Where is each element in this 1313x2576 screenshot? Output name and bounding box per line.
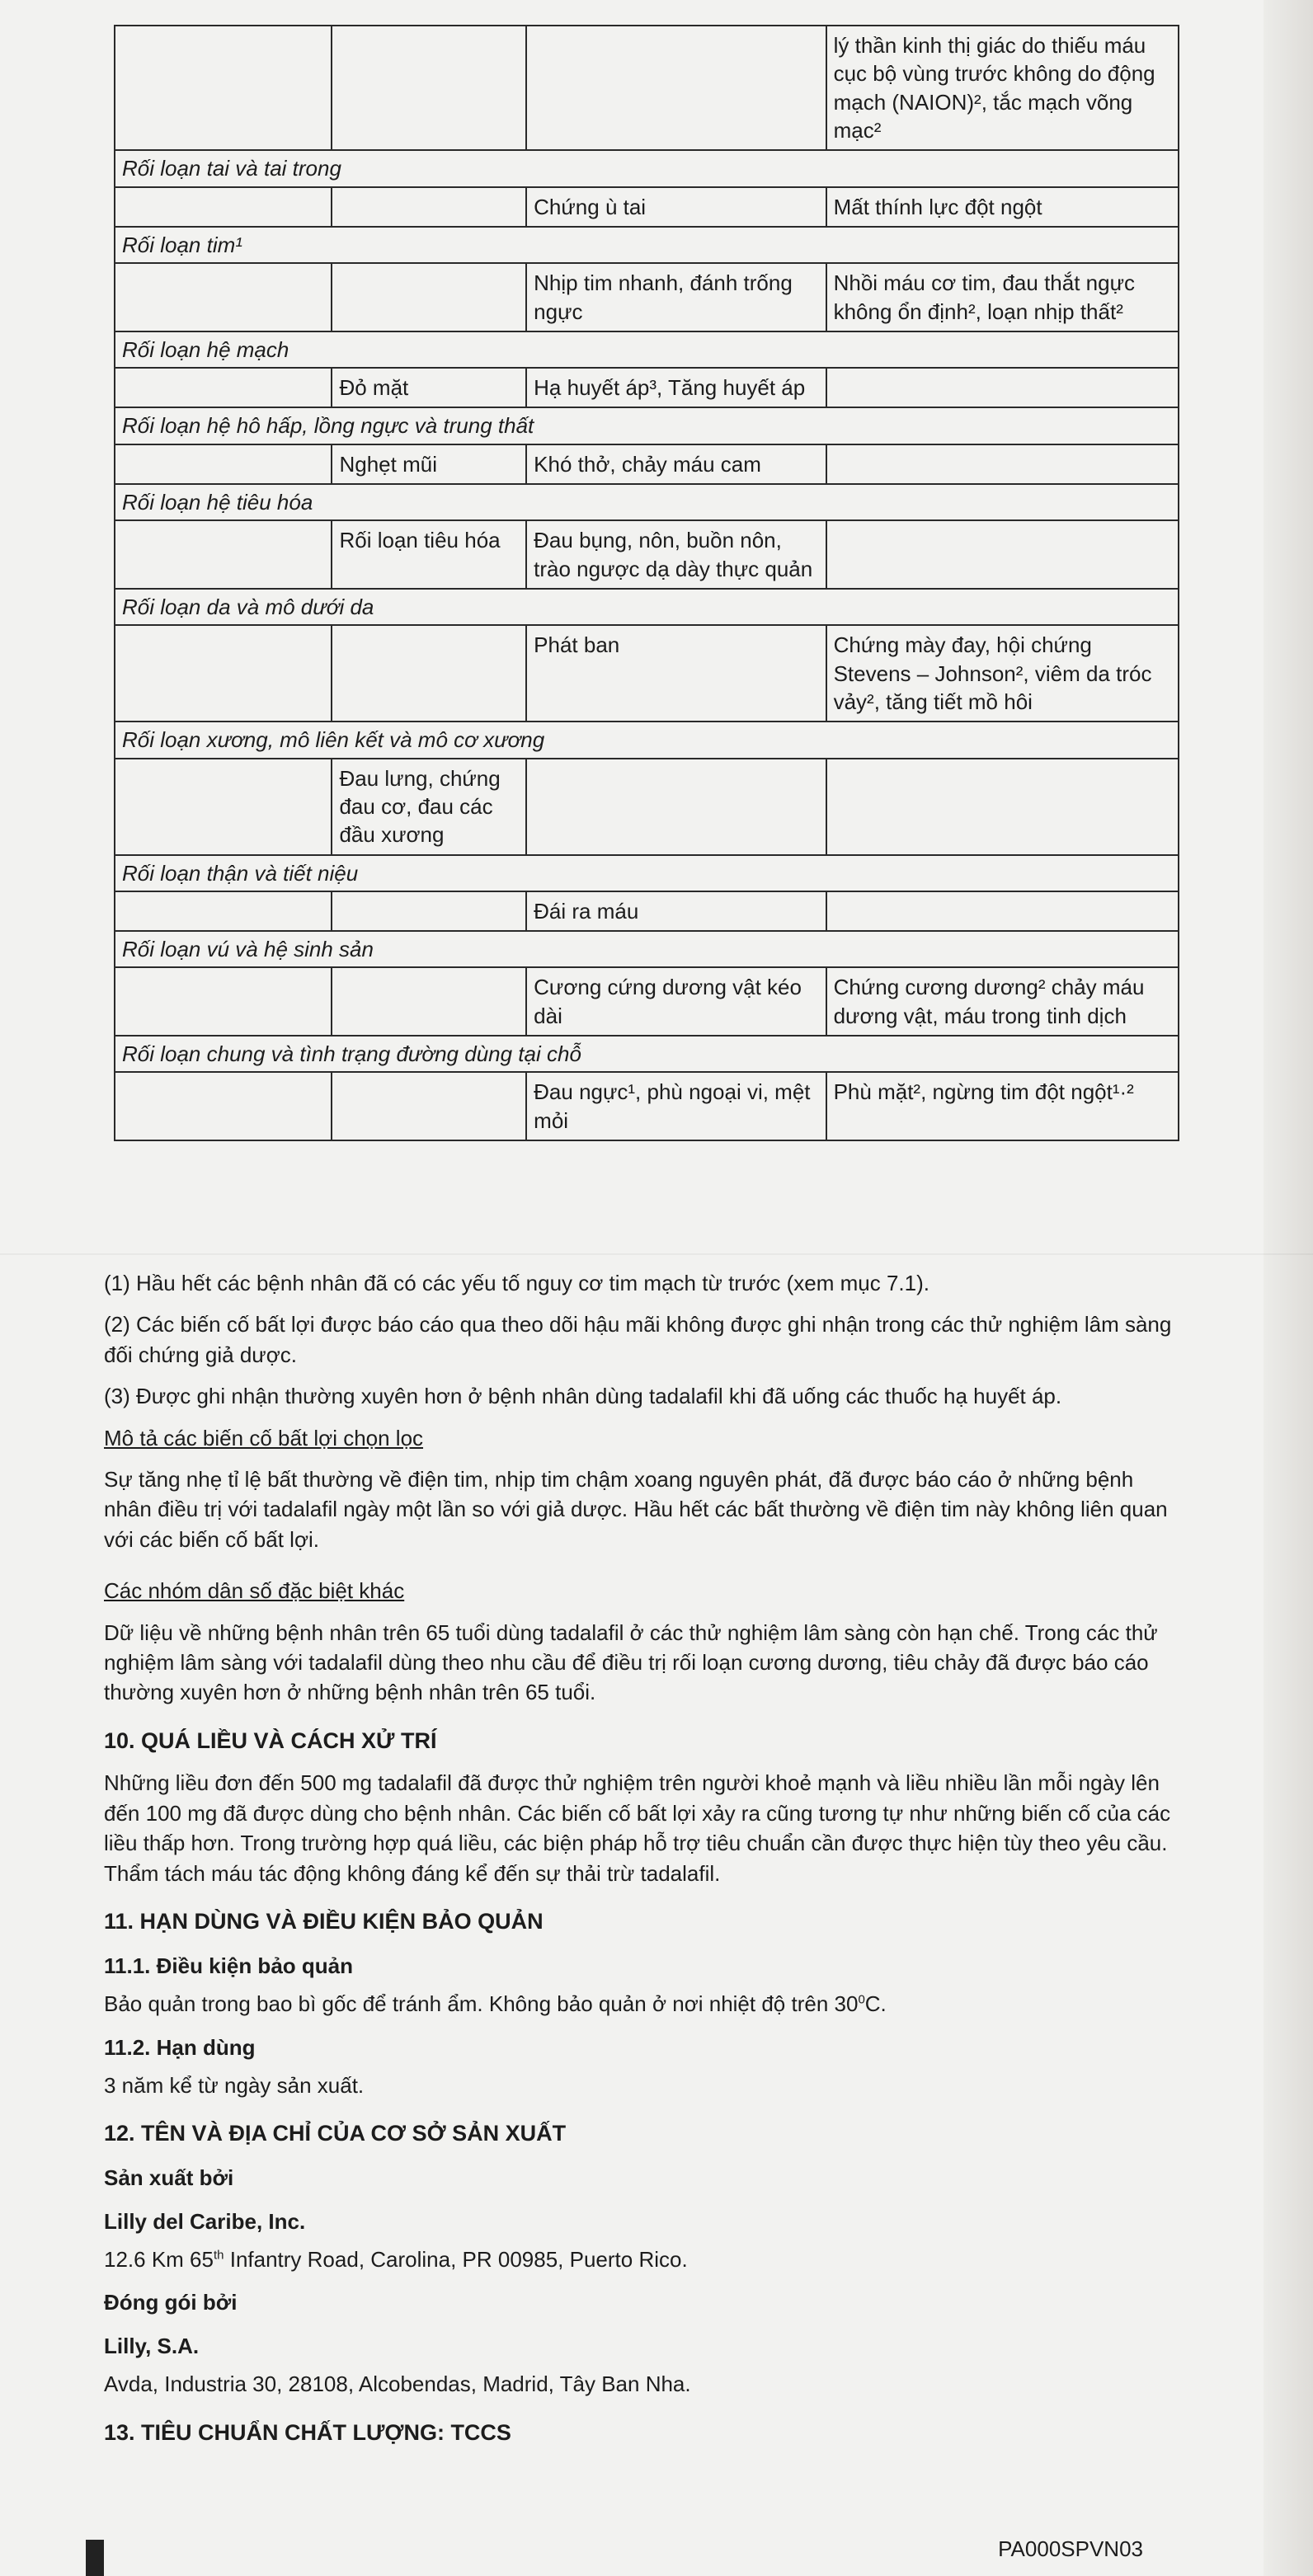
table-cell: [826, 759, 1179, 855]
table-cell: Đau bụng, nôn, buồn nôn, trào ngược dạ dày thực quản: [526, 520, 826, 589]
table-cell: [115, 891, 332, 931]
table-cell: [332, 1072, 526, 1140]
paper-edge: [1264, 0, 1313, 2576]
table-cell: [332, 891, 526, 931]
table-group-row: [115, 484, 1179, 520]
table-cell: [526, 26, 826, 150]
table-cell: [826, 520, 1179, 589]
table-row: [115, 368, 1179, 407]
section-11-1-text: Bảo quản trong bao bì gốc để tránh ẩm. Không bảo quản ở nơi nhiệt độ trên $30^0C$.: [104, 1991, 887, 2017]
table-group-row: [115, 855, 1179, 891]
table-cell: [115, 368, 332, 407]
table-cell: Hạ huyết áp³, Tăng huyết áp: [526, 368, 826, 407]
section-13-heading: 13. TIÊU CHUẨN CHẤT LƯỢNG: TCCS: [104, 2419, 511, 2445]
manufacturer-address: 12.6 Km 65th Infantry Road, Carolina, PR 00985, Puerto Rico.: [104, 2246, 688, 2272]
packager-address: Avda, Industria 30, 28108, Alcobendas, Madrid, Tây Ban Nha.: [104, 2372, 691, 2397]
section-10-heading: 10. QUÁ LIỀU VÀ CÁCH XỬ TRÍ: [104, 1728, 437, 1753]
section-11-2-heading: 11.2. Hạn dùng: [104, 2034, 256, 2060]
section-11-2-text: 3 năm kể từ ngày sản xuất.: [104, 2073, 365, 2099]
manufacturer-label: Sản xuất bởi: [104, 2165, 234, 2191]
table-cell: [115, 26, 332, 150]
table-row: [115, 263, 1179, 331]
table-row: [115, 26, 1179, 150]
table-cell: [115, 625, 332, 722]
table-cell: Đau ngực¹, phù ngoại vi, mệt mỏi: [526, 1072, 826, 1140]
table-cell: [115, 1072, 332, 1140]
table-cell: Chứng cương dương² chảy máu dương vật, máu trong tinh dịch: [826, 967, 1179, 1036]
table-cell: Đái ra máu: [526, 891, 826, 931]
table-cell: [115, 187, 332, 227]
table-row: [115, 187, 1179, 227]
table-cell: [826, 368, 1179, 407]
table-row: [115, 891, 1179, 931]
footnote-2: (2) Các biến cố bất lợi được báo cáo qua theo dõi hậu mãi không được ghi nhận trong các thử nghiệm lâm sàng đối chứng giả dược.: [104, 1312, 1172, 1367]
manufacturer-name: Lilly del Caribe, Inc.: [104, 2208, 306, 2234]
adverse-events-table: [114, 25, 1179, 1141]
table-cell: Rối loạn tiêu hóa: [332, 520, 526, 589]
table-group-row: [115, 407, 1179, 444]
table-cell: [115, 967, 332, 1036]
table-row: [115, 625, 1179, 722]
document-body: [104, 1268, 1176, 2460]
table-cell: Nghẹt mũi: [332, 444, 526, 484]
table-cell: [332, 187, 526, 227]
table-cell: [115, 759, 332, 855]
group-label: Rối loạn tim¹: [115, 227, 1179, 263]
table-row: [115, 520, 1179, 589]
group-label: Rối loạn hệ tiêu hóa: [115, 484, 1179, 520]
table-row: [115, 444, 1179, 484]
table-group-row: [115, 331, 1179, 368]
group-label: Rối loạn thận và tiết niệu: [115, 855, 1179, 891]
table-cell: Cương cứng dương vật kéo dài: [526, 967, 826, 1036]
selected-events-heading: Mô tả các biến cố bất lợi chọn lọc: [104, 1425, 424, 1450]
packager-label: Đóng gói bởi: [104, 2290, 238, 2315]
section-11-1-heading: 11.1. Điều kiện bảo quản: [104, 1953, 353, 1978]
table-group-row: [115, 931, 1179, 967]
table-cell: [115, 263, 332, 331]
table-cell: [826, 891, 1179, 931]
section-11-heading: 11. HẠN DÙNG VÀ ĐIỀU KIỆN BẢO QUẢN: [104, 1909, 544, 1934]
table-cell: Đỏ mặt: [332, 368, 526, 407]
table-cell: [526, 759, 826, 855]
table-group-row: [115, 589, 1179, 625]
table-cell: [115, 444, 332, 484]
group-label: Rối loạn da và mô dưới da: [115, 589, 1179, 625]
print-mark: [86, 2540, 104, 2576]
table-row: [115, 967, 1179, 1036]
footnote-1: (1) Hầu hết các bệnh nhân đã có các yếu tố nguy cơ tim mạch từ trước (xem mục 7.1).: [104, 1271, 929, 1295]
table-group-row: [115, 722, 1179, 758]
group-label: Rối loạn vú và hệ sinh sản: [115, 931, 1179, 967]
table-cell: Khó thở, chảy máu cam: [526, 444, 826, 484]
document-code: PA000SPVN03: [998, 2536, 1143, 2561]
group-label: Rối loạn chung và tình trạng đường dùng tại chỗ: [115, 1036, 1179, 1072]
table-cell: Đau lưng, chứng đau cơ, đau các đầu xương: [332, 759, 526, 855]
special-populations-text: Dữ liệu về những bệnh nhân trên 65 tuổi dùng tadalafil ở các thử nghiệm lâm sàng còn hạn chế. Trong các thử nghiệm lâm sàng với tadalafil dùng theo nhu cầu để điều trị rối loạn cương dương, tiêu chảy đã được báo cáo thường xuyên hơn ở những bệnh nhân trên 65 tuổi.: [104, 1619, 1158, 1705]
section-10-text: Những liều đơn đến 500 mg tadalafil đã được thử nghiệm trên người khoẻ mạnh và liều nhiều lần mỗi ngày lên đến 100 mg đã được dùng cho bệnh nhân. Các biến cố bất lợi xảy ra cũng tương tự như những biến cố của các liều thấp hơn. Trong trường hợp quá liều, các biện pháp hỗ trợ tiêu chuẩn cần được thực hiện tùy theo yêu cầu. Thẩm tách máu tác động không đáng kể đến sự thải trừ tadalafil.: [104, 1770, 1171, 1886]
group-label: Rối loạn xương, mô liên kết và mô cơ xương: [115, 722, 1179, 758]
packager-name: Lilly, S.A.: [104, 2333, 200, 2358]
group-label: Rối loạn tai và tai trong: [115, 150, 1179, 186]
table-cell: Mất thính lực đột ngột: [826, 187, 1179, 227]
selected-events-text: Sự tăng nhẹ tỉ lệ bất thường về điện tim, nhịp tim chậm xoang nguyên phát, đã được báo cáo ở những bệnh nhân điều trị với tadalafil ngày một lần so với giả dược. Hầu hết các bất thường về điện tim này không liên quan với các biến cố bất lợi.: [104, 1466, 1168, 1552]
table-cell: Chứng ù tai: [526, 187, 826, 227]
table-cell: Nhịp tim nhanh, đánh trống ngực: [526, 263, 826, 331]
table-cell: Nhồi máu cơ tim, đau thắt ngực không ổn định², loạn nhịp thất²: [826, 263, 1179, 331]
table-cell: [332, 26, 526, 150]
table-cell: [332, 967, 526, 1036]
table-row: [115, 1072, 1179, 1140]
table-group-row: [115, 1036, 1179, 1072]
table-group-row: [115, 227, 1179, 263]
special-populations-heading: Các nhóm dân số đặc biệt khác: [104, 1578, 405, 1604]
table-cell: [115, 520, 332, 589]
group-label: Rối loạn hệ mạch: [115, 331, 1179, 368]
table-cell: Phù mặt², ngừng tim đột ngột¹·²: [826, 1072, 1179, 1140]
table-cell: Phát ban: [526, 625, 826, 722]
table-group-row: [115, 150, 1179, 186]
table-cell: [826, 444, 1179, 484]
table-cell: Chứng mày đay, hội chứng Stevens – Johnson², viêm da tróc vảy², tăng tiết mồ hôi: [826, 625, 1179, 722]
section-12-heading: 12. TÊN VÀ ĐỊA CHỈ CỦA CƠ SỞ SẢN XUẤT: [104, 2121, 567, 2146]
table-cell: [332, 263, 526, 331]
group-label: Rối loạn hệ hô hấp, lồng ngực và trung thất: [115, 407, 1179, 444]
table-cell: lý thần kinh thị giác do thiếu máu cục bộ vùng trước không do động mạch (NAION)², tắc mạch võng mạc²: [826, 26, 1179, 150]
footnote-3: (3) Được ghi nhận thường xuyên hơn ở bệnh nhân dùng tadalafil khi đã uống các thuốc hạ huyết áp.: [104, 1384, 1062, 1409]
paper-fold: [0, 1253, 1313, 1255]
table-cell: [332, 625, 526, 722]
table-row: [115, 759, 1179, 855]
